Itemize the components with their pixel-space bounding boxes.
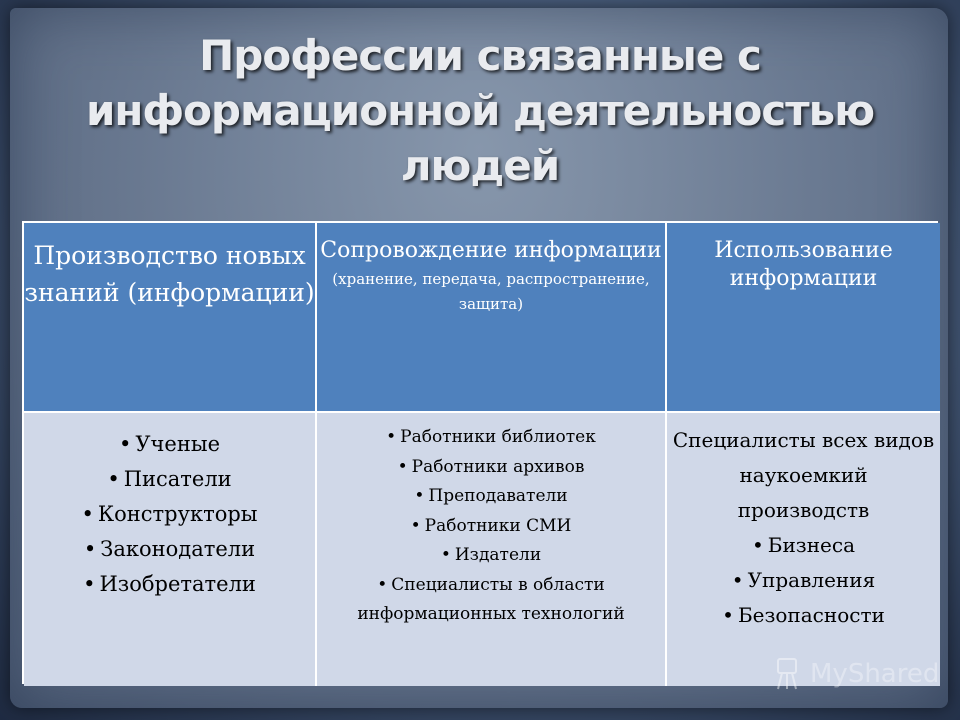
list-item: • Безопасности [671,598,936,633]
usage-cell [667,413,940,686]
list-item: • Писатели [24,462,315,497]
list-item: • Бизнеса [671,528,936,563]
title-line-2: информационной деятельностью [85,86,875,135]
production-cell [24,413,317,686]
list-item: • Конструкторы [24,497,315,532]
usage-intro: Специалисты всех видов наукоемкий производств [672,428,935,522]
title-line-3: людей [400,141,560,190]
support-list [317,423,665,630]
header-usage [667,223,940,413]
watermark-icon [770,657,804,691]
list-item: • Специалисты в области информационных технологий [317,571,665,630]
header-support-label: Сопровождение информации [320,238,662,263]
production-list [24,427,315,602]
header-production-label: Производство новых знаний (информации) [24,241,315,307]
usage-list [671,528,936,633]
title-line-1: Профессии связанные с [199,31,761,80]
support-cell [317,413,667,686]
professions-table [22,221,938,684]
list-item: • Преподаватели [317,482,665,512]
slide-title [40,28,920,193]
list-item: • Издатели [317,541,665,571]
header-support [317,223,667,413]
list-item: • Изобретатели [24,567,315,602]
header-usage-label: Использование информации [714,238,893,291]
list-item: • Работники архивов [317,453,665,483]
watermark-logo [770,654,950,694]
list-item: • Работники СМИ [317,512,665,542]
list-item: • Управления [671,563,936,598]
watermark-text: MyShared [810,659,940,689]
list-item: • Работники библиотек [317,423,665,453]
header-support-sublabel: (хранение, передача, распространение, защита) [332,270,650,313]
list-item: • Законодатели [24,532,315,567]
list-item: • Ученые [24,427,315,462]
header-production [24,223,317,413]
